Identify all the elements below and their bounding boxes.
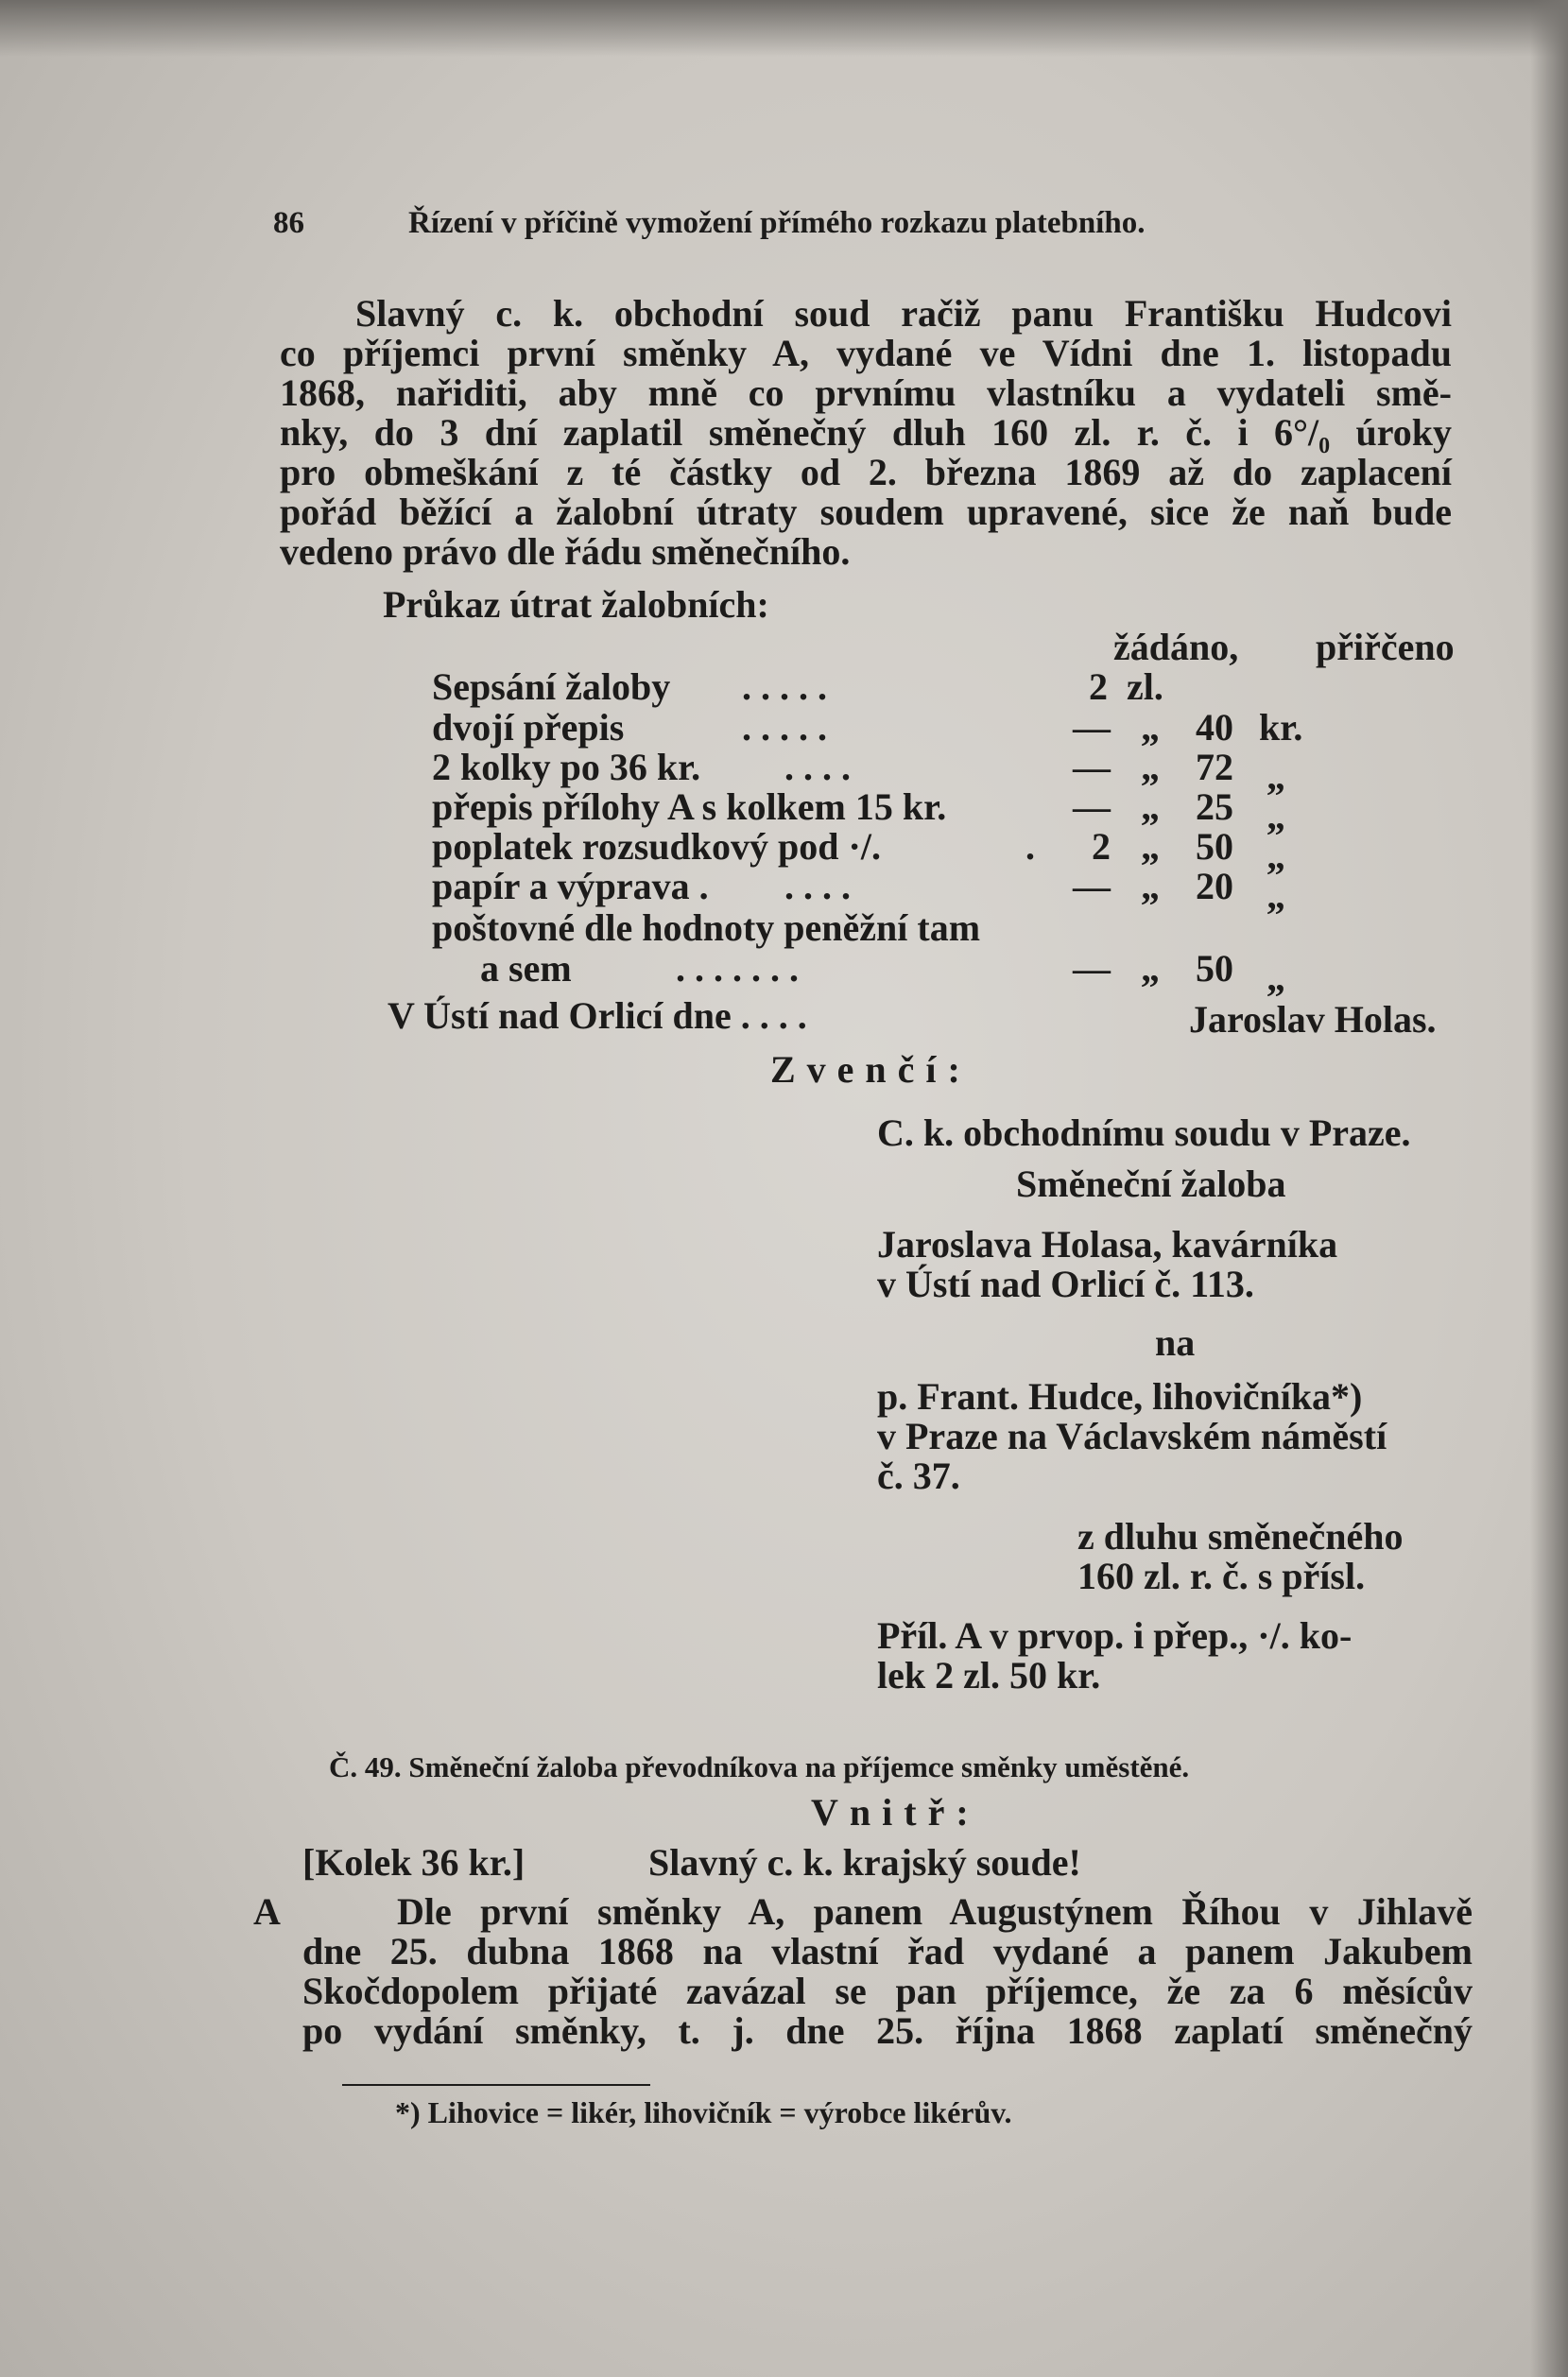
cost-zl: —	[1073, 865, 1111, 907]
attachment-line: Příl. A v prvop. i přep., ·/. ko-	[877, 1614, 1353, 1657]
cost-unit: „	[1141, 825, 1160, 868]
petition-line: co příjemci první směnky A, vydané ve Vídni dne 1. listopadu	[280, 332, 1452, 374]
cost-zl: 2	[1089, 665, 1108, 708]
cost-unit: „	[1141, 865, 1160, 907]
claim-line: z dluhu směnečného	[1077, 1515, 1404, 1558]
defendant-line: v Praze na Václavském náměstí	[877, 1415, 1387, 1457]
inside-heading: Vnitř:	[811, 1791, 980, 1834]
cost-label: Sepsání žaloby	[432, 665, 671, 708]
court-salutation: Slavný c. k. krajský soude!	[648, 1841, 1081, 1884]
cost-kr: 20	[1196, 865, 1233, 907]
body-line: po vydání směnky, t. j. dne 25. října 1868 zaplatí směnečný	[302, 2009, 1473, 2052]
cost-kr: 50	[1196, 825, 1233, 868]
cost-kr: 25	[1196, 785, 1233, 828]
attachment-line: lek 2 zl. 50 kr.	[877, 1654, 1101, 1697]
costs-heading: Průkaz útrat žalobních:	[383, 583, 769, 626]
claim-line: 160 zl. r. č. s přísl.	[1077, 1555, 1366, 1597]
cost-unit: „	[1141, 785, 1160, 828]
cost-kr: 50	[1196, 947, 1233, 990]
page-shadow-top	[0, 0, 1568, 57]
court-address: C. k. obchodnímu soudu v Praze.	[877, 1111, 1411, 1154]
cost-unit: „	[1141, 746, 1160, 788]
cost-dots: .	[1025, 825, 1035, 868]
section-title: Č. 49. Směneční žaloba převodníkova na příjemce směnky uměstěné.	[329, 1750, 1190, 1783]
footnote: *) Lihovice = likér, lihovičník = výrobce likérův.	[395, 2095, 1012, 2129]
against-word: na	[1155, 1321, 1196, 1364]
cost-kr: 40	[1196, 706, 1233, 749]
plaintiff-line: Jaroslava Holasa, kavárníka	[877, 1223, 1338, 1266]
outside-heading: Zvenčí:	[770, 1048, 972, 1091]
body-line: dne 25. dubna 1868 na vlastní řad vydané a panem Jakubem	[302, 1930, 1473, 1972]
cost-kr: 72	[1196, 746, 1233, 788]
page-number: 86	[273, 206, 304, 240]
cost-dots: . . . .	[784, 746, 851, 788]
complaint-title: Směneční žaloba	[1016, 1163, 1286, 1205]
col-awarded-header: přiřčeno	[1316, 626, 1455, 668]
place-date: V Ústí nad Orlicí dne . . . .	[388, 994, 807, 1037]
cost-zl: —	[1073, 746, 1111, 788]
cost-dots: . . . . .	[742, 665, 827, 708]
cost-label: a sem	[480, 947, 572, 990]
body-line: Skočdopolem přijaté zavázal se pan příjemce, že za 6 měsícův	[302, 1970, 1473, 2012]
cost-label: poplatek rozsudkový pod ·/.	[432, 825, 881, 868]
cost-zl: —	[1073, 947, 1111, 990]
cost-dots: . . . .	[784, 865, 851, 907]
plaintiff-line: v Ústí nad Orlicí č. 113.	[877, 1263, 1254, 1305]
petition-line: 1868, nařiditi, aby mně co prvnímu vlastníku a vydateli smě-	[280, 371, 1452, 414]
cost-kr-unit: „	[1266, 835, 1285, 877]
cost-zl: —	[1073, 706, 1111, 749]
petition-line: pořád běžící a žalobní útraty soudem upravené, sice že naň bude	[280, 491, 1452, 533]
cost-zl: —	[1073, 785, 1111, 828]
defendant-line: č. 37.	[877, 1455, 960, 1497]
cost-kr-unit: „	[1266, 874, 1285, 917]
cost-kr-unit: kr.	[1259, 706, 1303, 749]
cost-kr-unit: „	[1266, 795, 1285, 837]
petition-line: Slavný c. k. obchodní soud račiž panu Františku Hudcovi	[355, 292, 1452, 335]
petition-paragraph	[280, 294, 1452, 572]
cost-label: 2 kolky po 36 kr.	[432, 746, 701, 788]
defendant-line: p. Frant. Hudce, lihovičníka*)	[877, 1375, 1363, 1418]
page-shadow-right	[1530, 0, 1568, 2377]
col-requested-header: žádáno,	[1113, 626, 1239, 668]
cost-label: papír a výprava .	[432, 865, 709, 907]
petition-line: vedeno právo dle řádu směnečního.	[280, 530, 851, 573]
cost-dots: . . . . . . .	[676, 947, 799, 990]
stamp-note: [Kolek 36 kr.]	[302, 1841, 526, 1884]
cost-kr-unit: „	[1266, 956, 1285, 999]
cost-unit: „	[1141, 947, 1160, 990]
section-body	[302, 1892, 1473, 2051]
running-title: Řízení v příčině vymožení přímého rozkazu platebního.	[408, 206, 1146, 240]
cost-label: poštovné dle hodnoty peněžní tam	[432, 906, 981, 949]
cost-label: přepis přílohy A s kolkem 15 kr.	[432, 785, 947, 828]
cost-unit: zl.	[1127, 665, 1163, 708]
margin-marker: A	[253, 1890, 281, 1933]
cost-label: dvojí přepis	[432, 706, 625, 749]
petition-line: pro obmeškání z té částky od 2. března 1869 až do zaplacení	[280, 451, 1452, 493]
footnote-rule	[342, 2084, 650, 2086]
body-line: Dle první směnky A, panem Augustýnem Říhou v Jihlavě	[397, 1890, 1473, 1933]
cost-zl: 2	[1092, 825, 1111, 868]
petition-line: nky, do 3 dní zaplatil směnečný dluh 160 zl. r. č. i 6°/₀ úroky	[280, 411, 1452, 454]
cost-kr-unit: „	[1266, 755, 1285, 798]
signature: Jaroslav Holas.	[1189, 998, 1437, 1041]
cost-dots: . . . . .	[742, 706, 827, 749]
cost-unit: „	[1141, 706, 1160, 749]
